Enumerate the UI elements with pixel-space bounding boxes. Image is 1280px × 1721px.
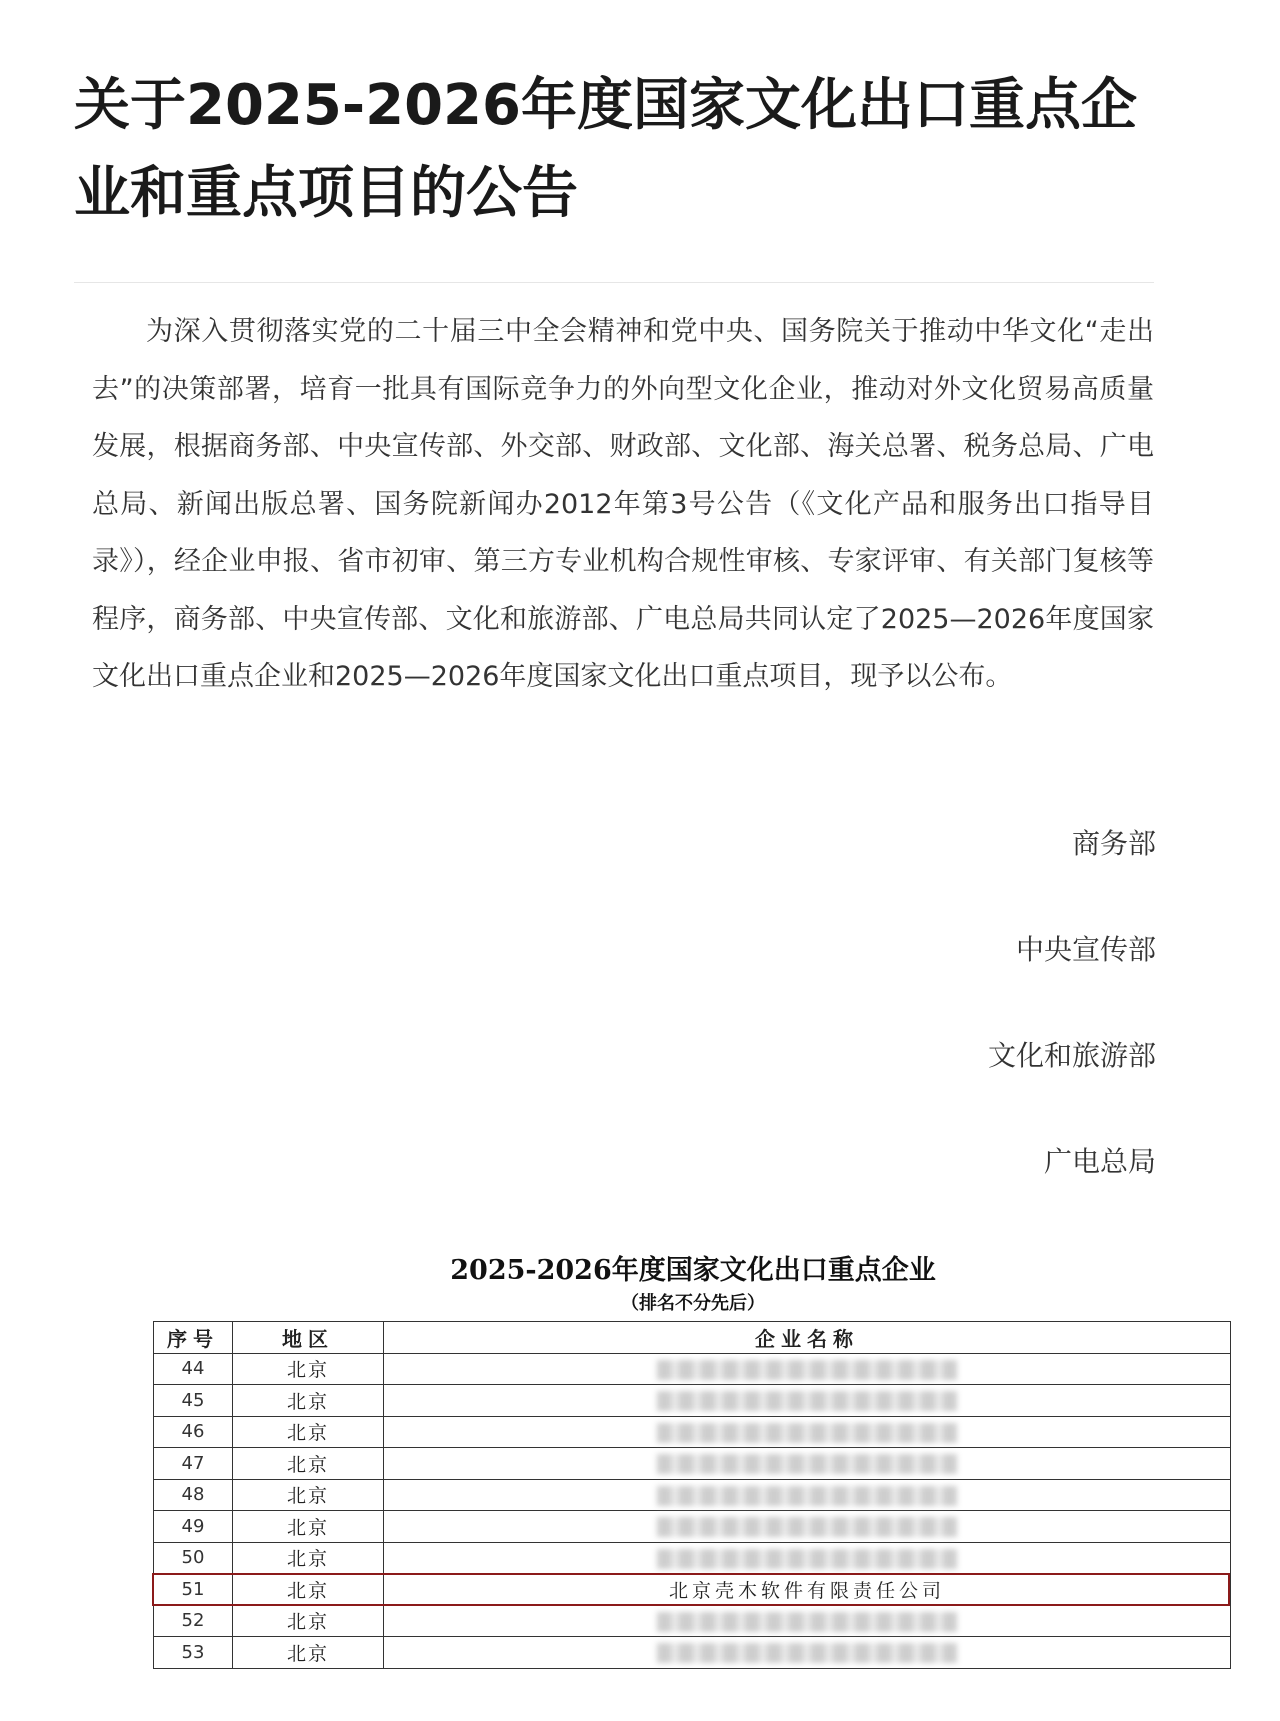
- cell-region: 北京: [233, 1353, 384, 1385]
- redacted-company-name: [657, 1517, 957, 1537]
- signature-radio-tv: 广电总局: [1043, 1145, 1156, 1178]
- table-row: [154, 1448, 1231, 1480]
- cell-company-name: [384, 1448, 1231, 1480]
- cell-seq: 46: [154, 1416, 233, 1448]
- cell-company-name: [384, 1385, 1231, 1417]
- redacted-company-name: [657, 1454, 957, 1474]
- table-subtitle: （排名不分先后）: [621, 1293, 765, 1314]
- redacted-company-name: [657, 1360, 957, 1380]
- cell-company-name: [384, 1511, 1231, 1543]
- cell-company-name: 北京壳木软件有限责任公司: [384, 1574, 1231, 1606]
- redacted-company-name: [657, 1423, 957, 1443]
- header-company-name: 企业名称: [384, 1322, 1231, 1354]
- cell-region: 北京: [233, 1511, 384, 1543]
- table-row: [154, 1542, 1231, 1574]
- enterprise-table: [153, 1321, 1231, 1669]
- cell-region: 北京: [233, 1637, 384, 1669]
- redacted-company-name: [657, 1643, 957, 1663]
- cell-region: 北京: [233, 1574, 384, 1606]
- table-title: 2025-2026年度国家文化出口重点企业: [450, 1255, 936, 1286]
- table-row-highlighted: [154, 1574, 1231, 1606]
- cell-seq: 45: [154, 1385, 233, 1417]
- table-row: [154, 1353, 1231, 1385]
- redacted-company-name: [657, 1549, 957, 1569]
- table-row: [154, 1605, 1231, 1637]
- cell-company-name: [384, 1542, 1231, 1574]
- cell-seq: 51: [154, 1574, 233, 1606]
- signature-publicity-department: 中央宣传部: [1015, 933, 1156, 966]
- cell-seq: 50: [154, 1542, 233, 1574]
- cell-company-name: [384, 1416, 1231, 1448]
- cell-company-name: [384, 1353, 1231, 1385]
- redacted-company-name: [657, 1612, 957, 1632]
- redacted-company-name: [657, 1486, 957, 1506]
- table-row: [154, 1385, 1231, 1417]
- cell-company-name: [384, 1479, 1231, 1511]
- table-row: [154, 1637, 1231, 1669]
- cell-seq: 53: [154, 1637, 233, 1669]
- table-row: [154, 1416, 1231, 1448]
- cell-seq: 48: [154, 1479, 233, 1511]
- header-region: 地区: [233, 1322, 384, 1354]
- redacted-company-name: [657, 1391, 957, 1411]
- cell-company-name: [384, 1637, 1231, 1669]
- cell-region: 北京: [233, 1416, 384, 1448]
- table-header-row: [154, 1322, 1231, 1354]
- header-seq: 序号: [154, 1322, 233, 1354]
- cell-company-name: [384, 1605, 1231, 1637]
- table-row: [154, 1511, 1231, 1543]
- announcement-paragraph: 为深入贯彻落实党的二十届三中全会精神和党中央、国务院关于推动中华文化“走出去”的决策部署，培育一批具有国际竞争力的外向型文化企业，推动对外文化贸易高质量发展，根据商务部、中央宣传部、外交部、财政部、文化部、海关总署、税务总局、广电总局、新闻出版总署、国务院新闻办2012年第3号公告（《文化产品和服务出口指导目录》），经企业申报、省市初审、第三方专业机构合规性审核、专家评审、有关部门复核等程序，商务部、中央宣传部、文化和旅游部、广电总局共同认定了2025—2026年度国家文化出口重点企业和2025—2026年度国家文化出口重点项目，现予以公布。: [92, 316, 1154, 692]
- table-row: [154, 1479, 1231, 1511]
- cell-region: 北京: [233, 1605, 384, 1637]
- table-heading: [153, 1248, 1233, 1315]
- cell-seq: 44: [154, 1353, 233, 1385]
- signature-ministry-commerce: 商务部: [1071, 827, 1156, 860]
- page-title: 关于2025-2026年度国家文化出口重点企业和重点项目的公告: [74, 73, 1137, 226]
- cell-seq: 52: [154, 1605, 233, 1637]
- cell-region: 北京: [233, 1448, 384, 1480]
- cell-seq: 47: [154, 1448, 233, 1480]
- signature-culture-tourism: 文化和旅游部: [987, 1039, 1156, 1072]
- cell-region: 北京: [233, 1542, 384, 1574]
- cell-seq: 49: [154, 1511, 233, 1543]
- cell-region: 北京: [233, 1385, 384, 1417]
- title-divider: [74, 282, 1154, 283]
- cell-region: 北京: [233, 1479, 384, 1511]
